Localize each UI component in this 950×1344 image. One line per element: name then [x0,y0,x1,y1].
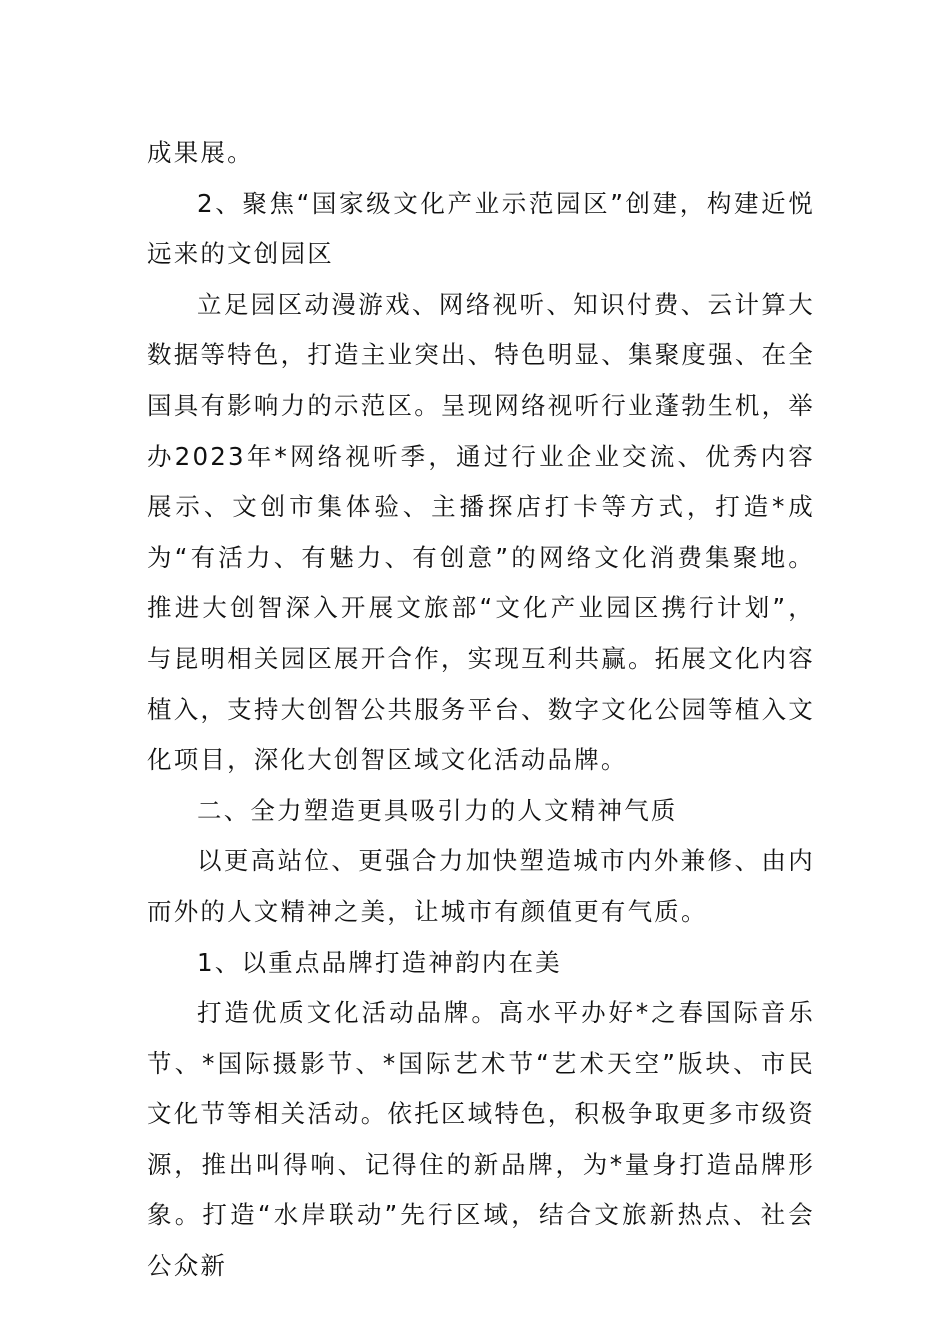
chapter-heading-2: 二、全力塑造更具吸引力的人文精神气质 [197,795,678,825]
section-heading-2: 2、聚焦“国家级文化产业示范园区”创建，构建近悦远来的文创园区 [147,188,815,269]
paragraph-humanistic-spirit: 以更高站位、更强合力加快塑造城市内外兼修、由内而外的人文精神之美，让城市有颜值更有气质。 [147,846,815,926]
paragraph-continuation: 成果展。 [147,138,254,167]
document-body [147,128,815,1292]
section-heading-1: 1、以重点品牌打造神韵内在美 [197,947,562,977]
paragraph-creative-park: 立足园区动漫游戏、网络视听、知识付费、云计算大数据等特色，打造主业突出、特色明显、集聚度强、在全国具有影响力的示范区。呈现网络视听行业蓬勃生机，举办2023年*网络视听季，通过行业企业交流、优秀内容展示、文创市集体验、主播探店打卡等方式，打造*成为“有活力、有魅力、有创意”的网络文化消费集聚地。推进大创智深入开展文旅部“文化产业园区携行计划”，与昆明相关园区展开合作，实现互利共赢。拓展文化内容植入，支持大创智公共服务平台、数字文化公园等植入文化项目，深化大创智区域文化活动品牌。 [147,289,815,775]
paragraph-brand-activities: 打造优质文化活动品牌。高水平办好*之春国际音乐节、*国际摄影节、*国际艺术节“艺术天空”版块、市民文化节等相关活动。依托区域特色，积极争取更多市级资源，推出叫得响、记得住的新品牌，为*量身打造品牌形象。打造“水岸联动”先行区域，结合文旅新热点、社会公众新 [147,998,815,1281]
